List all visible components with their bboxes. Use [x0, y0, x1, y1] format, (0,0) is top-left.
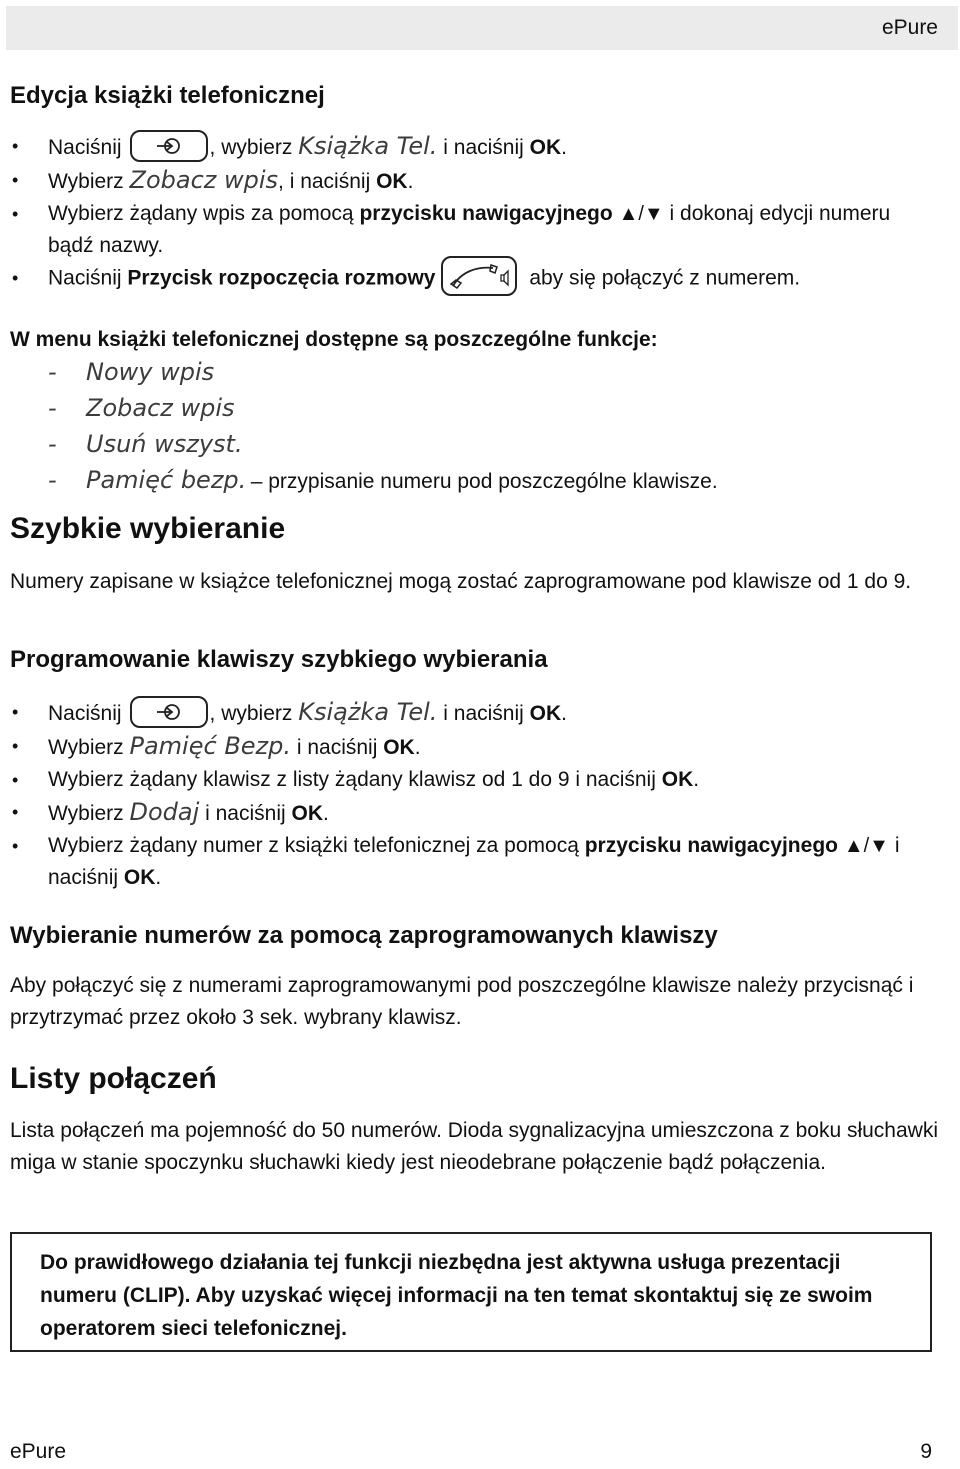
list-item: - Usuń wszyst. — [48, 430, 243, 458]
call-lists-text: Lista połączeń ma pojemność do 50 numerów. Dioda sygnalizacyjna umieszczona z boku słuchawki miga w stanie spoczynku słuchawki kiedy jest nieodebrane połączenie bądź połączenia. — [10, 1119, 938, 1174]
menu-term: Dodaj — [129, 798, 200, 826]
list-item: • Wybierz Dodaj i naciśnij OK. — [10, 796, 940, 830]
list-item: • Naciśnij , wybierz Książka Tel. i naciśnij OK. — [10, 696, 940, 730]
call-key-icon — [441, 256, 517, 296]
phonebook-edit-steps — [10, 130, 940, 296]
nav-arrows-icon: ▲/▼ — [843, 835, 889, 857]
clip-note-box: Do prawidłowego działania tej funkcji niezbędna jest aktywna usługa prezentacji numeru (CLIP). Aby uzyskać więcej informacji na ten temat skontaktuj się ze swoim operatorem sieci telefonicznej. — [10, 1232, 932, 1352]
menu-term: Pamięć Bezp. — [129, 732, 292, 760]
list-item: - Pamięć bezp. – przypisanie numeru pod poszczególne klawisze. — [48, 466, 718, 494]
speed-dial-calling-text: Aby połączyć się z numerami zaprogramowanymi pod poszczególne klawisze należy przycisnąć i przytrzymać przez około 3 sek. wybrany klawisz. — [10, 974, 914, 1029]
speed-dial-text: Numery zapisane w książce telefonicznej mogą zostać zaprogramowane pod klawisze od 1 do 9. — [10, 570, 912, 593]
section-title-call-lists: Listy połączeń — [10, 1062, 217, 1095]
section-title-speed-dial: Szybkie wybieranie — [10, 512, 286, 545]
nav-arrows-icon: ▲/▼ — [618, 203, 664, 225]
list-item: • Naciśnij , wybierz Książka Tel. i naciśnij OK. — [10, 130, 940, 164]
list-item: • Wybierz żądany wpis za pomocą przycisku nawigacyjnego ▲/▼ i dokonaj edycji numeru bądź nazwy. — [10, 198, 940, 262]
menu-term: Książka Tel. — [298, 132, 438, 160]
section-title-speed-dial-programming: Programowanie klawiszy szybkiego wybierania — [10, 646, 548, 673]
list-item: - Zobacz wpis — [48, 394, 235, 422]
list-item: • Wybierz Pamięć Bezp. i naciśnij OK. — [10, 730, 940, 764]
section-title-phonebook-edit: Edycja książki telefonicznej — [10, 82, 325, 109]
speed-dial-programming-steps — [10, 696, 940, 894]
header-bar — [6, 6, 958, 50]
header-brand: ePure — [881, 16, 938, 39]
list-item: • Wybierz Zobacz wpis, i naciśnij OK. — [10, 164, 940, 198]
menu-key-icon — [130, 696, 208, 728]
menu-key-icon — [130, 130, 208, 162]
list-item: • Wybierz żądany numer z książki telefonicznej za pomocą przycisku nawigacyjnego ▲/▼ i naciśnij OK. — [10, 830, 940, 894]
section-title-speed-dial-calling: Wybieranie numerów za pomocą zaprogramowanych klawiszy — [10, 922, 718, 949]
menu-term: Zobacz wpis — [129, 166, 279, 194]
menu-functions-intro: W menu książki telefonicznej dostępne są poszczególne funkcje: — [10, 328, 658, 351]
menu-term: Książka Tel. — [298, 698, 438, 726]
list-item: - Nowy wpis — [48, 358, 215, 386]
list-item: • Naciśnij Przycisk rozpoczęcia rozmowy aby się połączyć z numerem. — [10, 262, 940, 296]
menu-functions-list — [10, 356, 940, 500]
page-number: 9 — [920, 1440, 932, 1463]
footer-brand: ePure — [10, 1440, 67, 1463]
list-item: • Wybierz żądany klawisz z listy żądany klawisz od 1 do 9 i naciśnij OK. — [10, 764, 940, 796]
